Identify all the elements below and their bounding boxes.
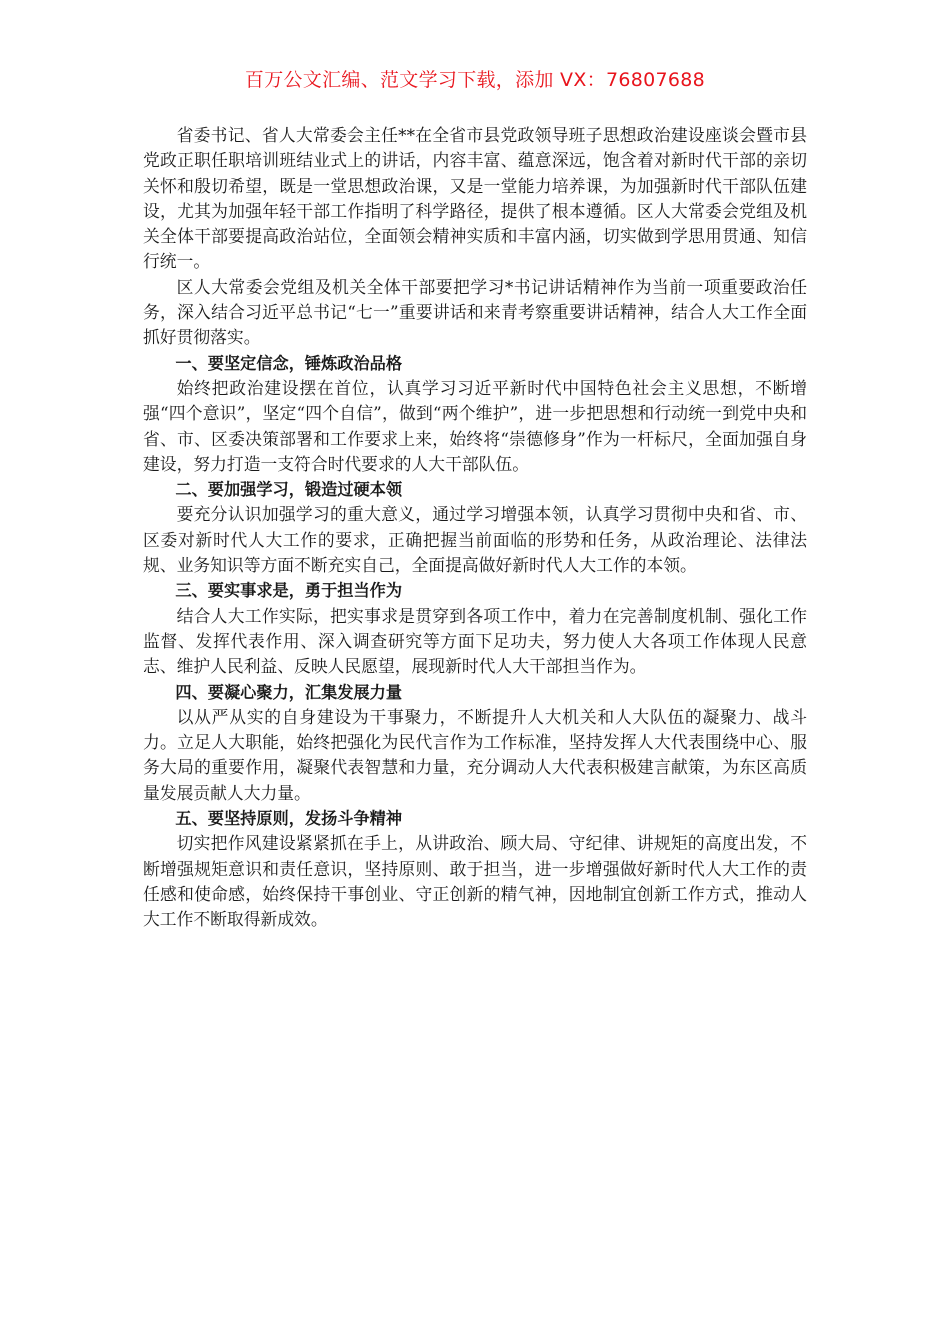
section-paragraph: 始终把政治建设摆在首位，认真学习习近平新时代中国特色社会主义思想，不断增强“四个意识”，坚定“四个自信”，做到“两个维护”，进一步把思想和行动统一到党中央和省、市、区委决策部署和工作要求上来，始终将“崇德修身”作为一杆标尺，全面加强自身建设，努力打造一支符合时代要求的人大干部队伍。 [143,377,807,474]
section-heading: 三、要实事求是，勇于担当作为 [175,581,403,601]
header-banner: 百万公文汇编、范文学习下载，添加 VX：76807688 [244,69,706,91]
article-body [143,123,807,933]
section-heading: 一、要坚定信念，锤炼政治品格 [175,353,403,373]
section-paragraph: 以从严从实的自身建设为干事聚力，不断提升人大机关和人大队伍的凝聚力、战斗力。立足人大职能，始终把强化为民代言作为工作标准，坚持发挥人大代表围绕中心、服务大局的重要作用，凝聚代表智慧和力量，充分调动人大代表积极建言献策，为东区高质量发展贡献人大力量。 [143,706,807,803]
section-heading: 二、要加强学习，锻造过硬本领 [175,480,403,500]
section-paragraph: 切实把作风建设紧紧抓在手上，从讲政治、顾大局、守纪律、讲规矩的高度出发，不断增强规矩意识和责任意识，坚持原则、敢于担当，进一步增强做好新时代人大工作的责任感和使命感，始终保持干事创业、守正创新的精气神，因地制宜创新工作方式，推动人大工作不断取得新成效。 [143,833,807,930]
section-paragraph: 结合人大工作实际，把实事求是贯穿到各项工作中，着力在完善制度机制、强化工作监督、发挥代表作用、深入调查研究等方面下足功夫，努力使人大各项工作体现人民意志、维护人民利益、反映人民愿望，展现新时代人大干部担当作为。 [143,605,807,677]
section-heading: 四、要凝心聚力，汇集发展力量 [175,682,403,702]
intro-paragraph: 省委书记、省人大常委会主任**在全省市县党政领导班子思想政治建设座谈会暨市县党政正职任职培训班结业式上的讲话，内容丰富、蕴意深远，饱含着对新时代干部的亲切关怀和殷切希望，既是一堂思想政治课，又是一堂能力培养课，为加强新时代干部队伍建设，尤其为加强年轻干部工作指明了科学路径，提供了根本遵循。区人大常委会党组及机关全体干部要提高政治站位，全面领会精神实质和丰富内涵，切实做到学思用贯通、知信行统一。 [143,125,807,272]
intro-paragraph: 区人大常委会党组及机关全体干部要把学习*书记讲话精神作为当前一项重要政治任务，深入结合习近平总书记“七一”重要讲话和来青考察重要讲话精神，结合人大工作全面抓好贯彻落实。 [143,276,807,348]
section-heading: 五、要坚持原则，发扬斗争精神 [175,809,403,829]
section-paragraph: 要充分认识加强学习的重大意义，通过学习增强本领，认真学习贯彻中央和省、市、区委对新时代人大工作的要求，正确把握当前面临的形势和任务，从政治理论、法律法规、业务知识等方面不断充实自己，全面提高做好新时代人大工作的本领。 [143,504,807,576]
